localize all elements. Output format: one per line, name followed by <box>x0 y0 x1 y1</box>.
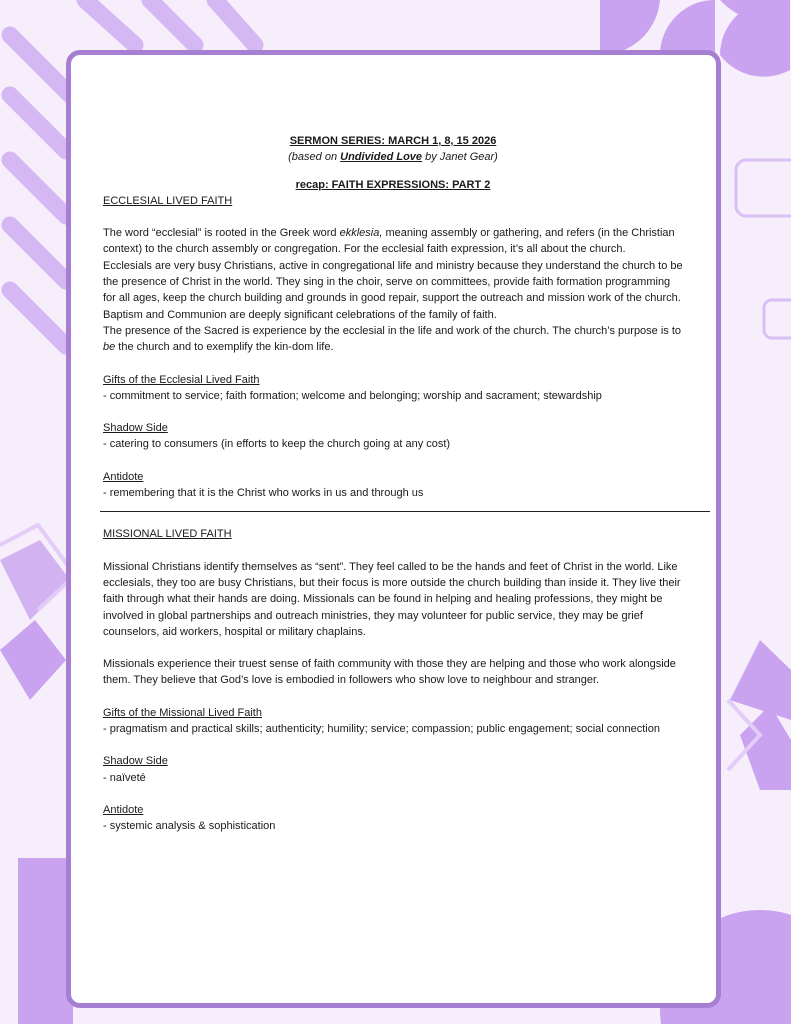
recap-heading: recap: FAITH EXPRESSIONS: PART 2 <box>295 178 491 191</box>
ecclesial-paragraph-1: The word “ecclesial” is rooted in the Greek word ekklesia, meaning assembly or gathering, and refers (in the Christian context) to the church assembly or congregation. For the ecclesial faith expression, it’s all about the church. <box>103 227 675 256</box>
subtitle: (based on Undivided Love by Janet Gear) <box>288 151 498 164</box>
missional-gifts-heading: Gifts of the Missional Lived Faith <box>103 706 262 719</box>
missional-shadow-heading: Shadow Side <box>103 755 168 768</box>
section-heading-missional: MISSIONAL LIVED FAITH <box>103 528 232 541</box>
book-title: Undivided Love <box>340 151 423 164</box>
missional-paragraph-1: Missional Christians identify themselves as “sent”. They feel called to be the hands and feet of Christ in the world. Like ecclesials, they too are busy Christians, but their focus is more outside the church building than inside it. They live their faith through what their hands are doing. Missionals can be found in helping and healing professions, they might be involved in global partnerships and outreach ministries, they may volunteer for public service, they may be grief counselors, aid workers, hospital or military chaplains. <box>103 560 681 638</box>
ecclesial-antidote: - remembering that it is the Christ who works in us and through us <box>103 487 424 500</box>
document-body <box>103 133 683 835</box>
ecclesial-paragraph-2: Ecclesials are very busy Christians, active in congregational life and ministry because they understand the church to be the presence of Christ in the world. They sing in the choir, serve on committees, provide faith formation programming for all ages, keep the church building and grounds in good repair, support the outreach and mission work of the church. Baptism and Communion are deeply significant celebrations of the family of faith. <box>103 259 683 321</box>
document-page <box>66 50 721 1008</box>
section-divider <box>100 511 710 512</box>
missional-shadow: - naïveté <box>103 771 146 784</box>
missional-antidote: - systemic analysis & sophistication <box>103 820 276 833</box>
ecclesial-shadow: - catering to consumers (in efforts to keep the church going at any cost) <box>103 438 451 451</box>
section-heading-ecclesial: ECCLESIAL LIVED FAITH <box>103 194 233 207</box>
missional-paragraph-2: Missionals experience their truest sense of faith community with those they are helping and those who work alongside them. They believe that God’s love is embodied in followers who show love to neighbour and stranger. <box>103 658 676 687</box>
ecclesial-shadow-heading: Shadow Side <box>103 422 168 435</box>
missional-gifts: - pragmatism and practical skills; authenticity; humility; service; compassion; public engagement; social connection <box>103 723 660 736</box>
missional-antidote-heading: Antidote <box>103 803 144 816</box>
page-title: SERMON SERIES: MARCH 1, 8, 15 2026 <box>289 135 497 147</box>
ecclesial-antidote-heading: Antidote <box>103 470 144 483</box>
ecclesial-paragraph-3: The presence of the Sacred is experience by the ecclesial in the life and work of the church. The church’s purpose is to be the church and to exemplify the kin-dom life. <box>103 324 682 354</box>
ecclesial-gifts-heading: Gifts of the Ecclesial Lived Faith <box>103 373 260 386</box>
ecclesial-gifts: - commitment to service; faith formation; welcome and belonging; worship and sacrament; stewardship <box>103 389 602 402</box>
